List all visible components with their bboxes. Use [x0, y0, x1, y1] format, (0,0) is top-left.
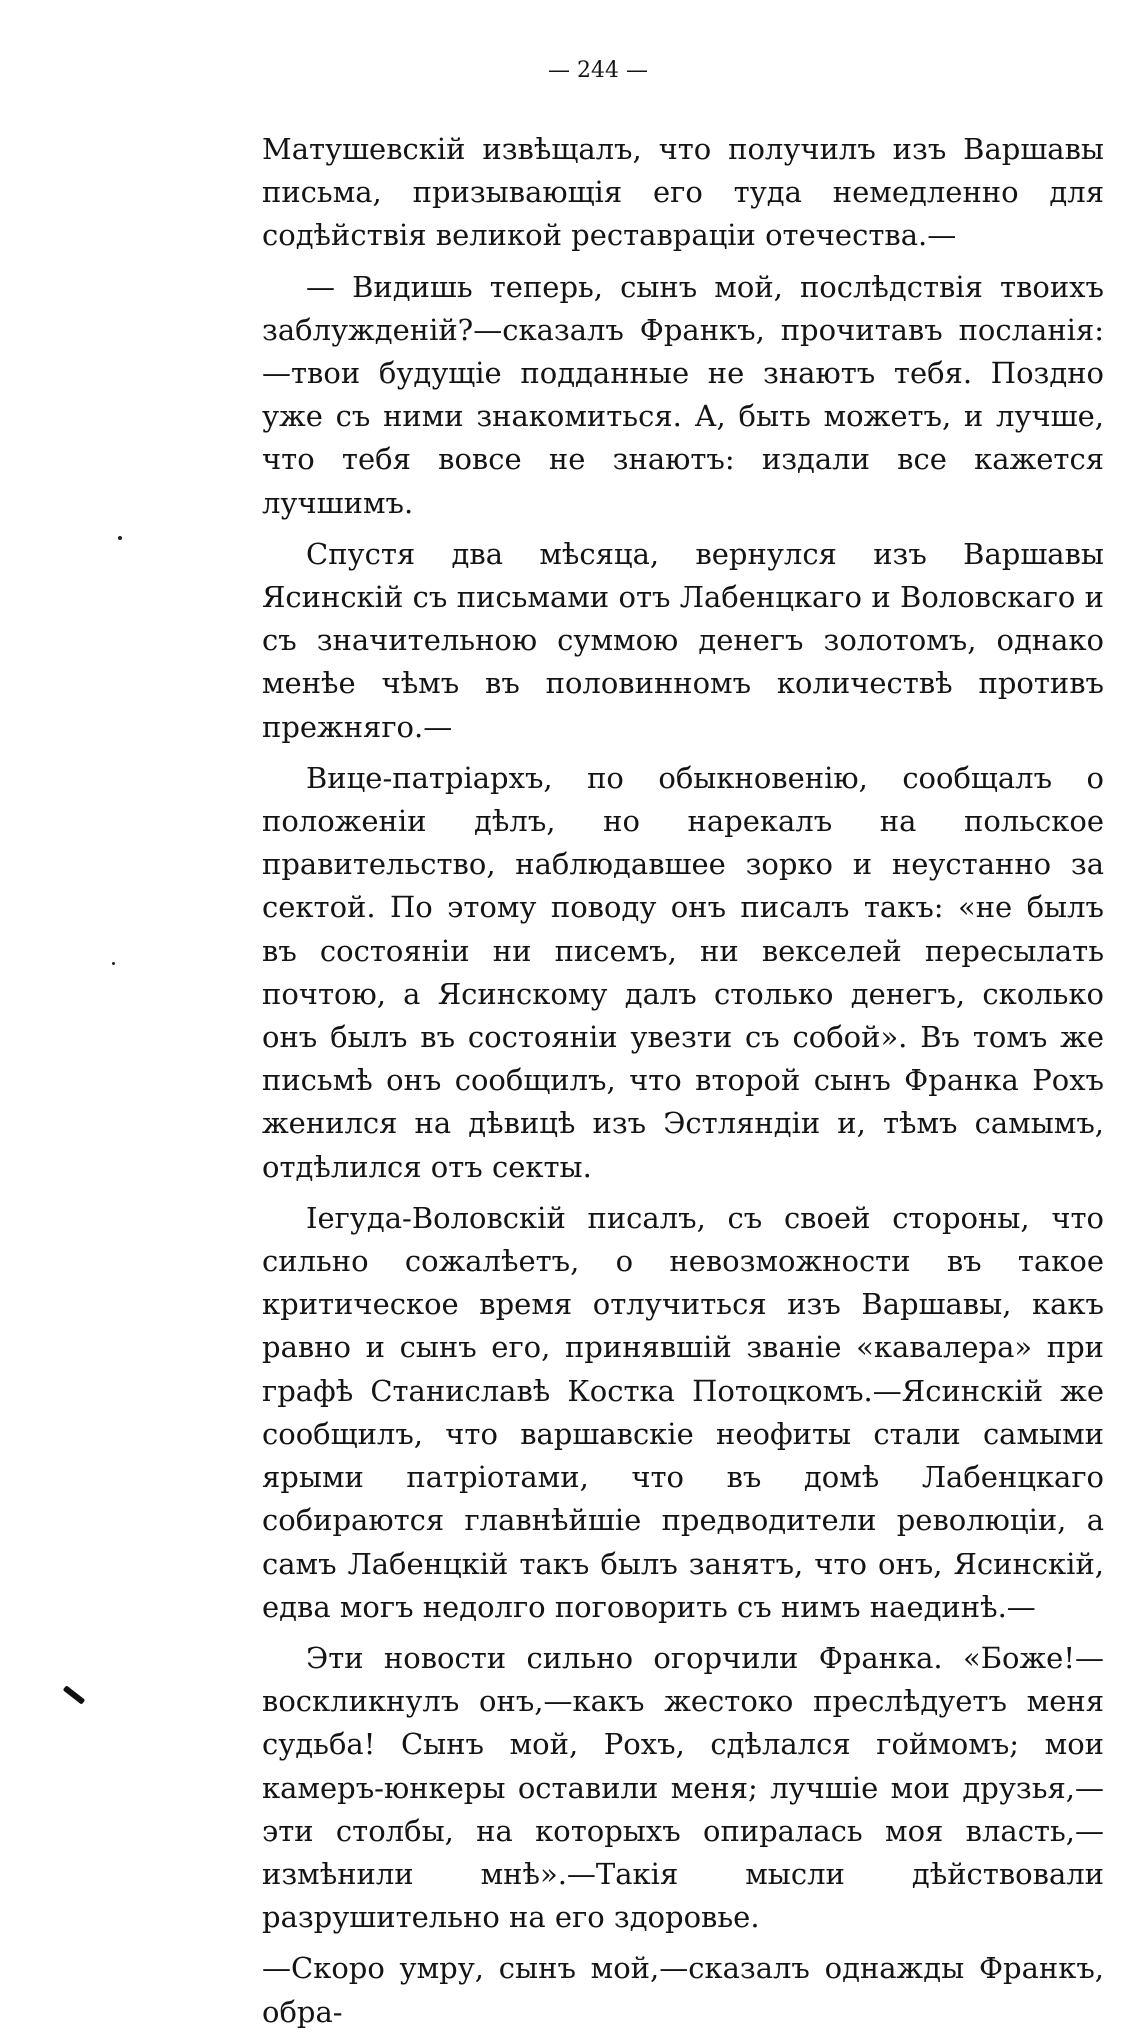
- print-speck: [118, 536, 122, 540]
- page-number: — 244 —: [548, 58, 648, 83]
- paragraph-3: Спустя два мѣсяца, вернулся изъ Варшавы Ясинскій съ письмами отъ Лабенцкаго и Воловскаго и съ значительною суммою денегъ золотомъ, однако менѣе чѣмъ въ половинномъ количествѣ противъ прежняго.—: [262, 536, 1104, 744]
- body-text: [262, 128, 1104, 2034]
- print-speck: [112, 962, 115, 965]
- paragraph-1: Матушевскій извѣщалъ, что получилъ изъ Варшавы письма, призывающія его туда немедленно для содѣйствія великой реставраціи отечества.—: [262, 132, 1104, 253]
- paragraph-2: — Видишь теперь, сынъ мой, послѣдствія твоихъ заблужденій?—сказалъ Франкъ, прочитавъ посланія:—твои будущіе подданные не знаютъ тебя. Поздно уже съ ними знакомиться. А, быть можетъ, и лучше, что тебя вовсе не знаютъ: издали все кажется лучшимъ.: [262, 269, 1104, 520]
- paragraph-5: Іегуда-Воловскій писалъ, съ своей стороны, что сильно сожалѣетъ, о невозможности въ такое критическое время отлучиться изъ Варшавы, какъ равно и сынъ его, принявшій званіе «кавалера» при графѣ Станиславѣ Костка Потоцкомъ.—Ясинскій же сообщилъ, что варшавскіе неофиты стали самыми ярыми патріотами, что въ домѣ Лабенцкаго собираются главнѣйшіе предводители революціи, а самъ Лабенцкій такъ былъ занятъ, что онъ, Ясинскій, едва могъ недолго поговорить съ нимъ наединѣ.—: [262, 1200, 1104, 1624]
- scan-mark: [63, 1685, 86, 1705]
- paragraph-4: Вице-патріархъ, по обыкновенію, сообщалъ о положеніи дѣлъ, но нарекалъ на польское правительство, наблюдавшее зорко и неустанно за сектой. По этому поводу онъ писалъ такъ: «не былъ въ состояніи ни писемъ, ни векселей пересылать почтою, а Ясинскому далъ столько денегъ, сколько онъ былъ въ состояніи увезти съ собой». Въ томъ же письмѣ онъ сообщилъ, что второй сынъ Франка Рохъ женился на дѣвицѣ изъ Эстляндіи и, тѣмъ самымъ, отдѣлился отъ секты.: [262, 760, 1104, 1184]
- paragraph-6: Эти новости сильно огорчили Франка. «Боже!—воскликнулъ онъ,—какъ жестоко преслѣдуетъ меня судьба! Сынъ мой, Рохъ, сдѣлался гоймомъ; мои камеръ-юнкеры оставили меня; лучшіе мои друзья,—эти столбы, на которыхъ опиралась моя власть,—измѣнили мнѣ».—Такія мысли дѣйствовали разрушительно на его здоровье.: [262, 1640, 1104, 1935]
- paragraph-7: —Скоро умру, сынъ мой,—сказалъ однажды Франкъ, обра-: [262, 1951, 1104, 2029]
